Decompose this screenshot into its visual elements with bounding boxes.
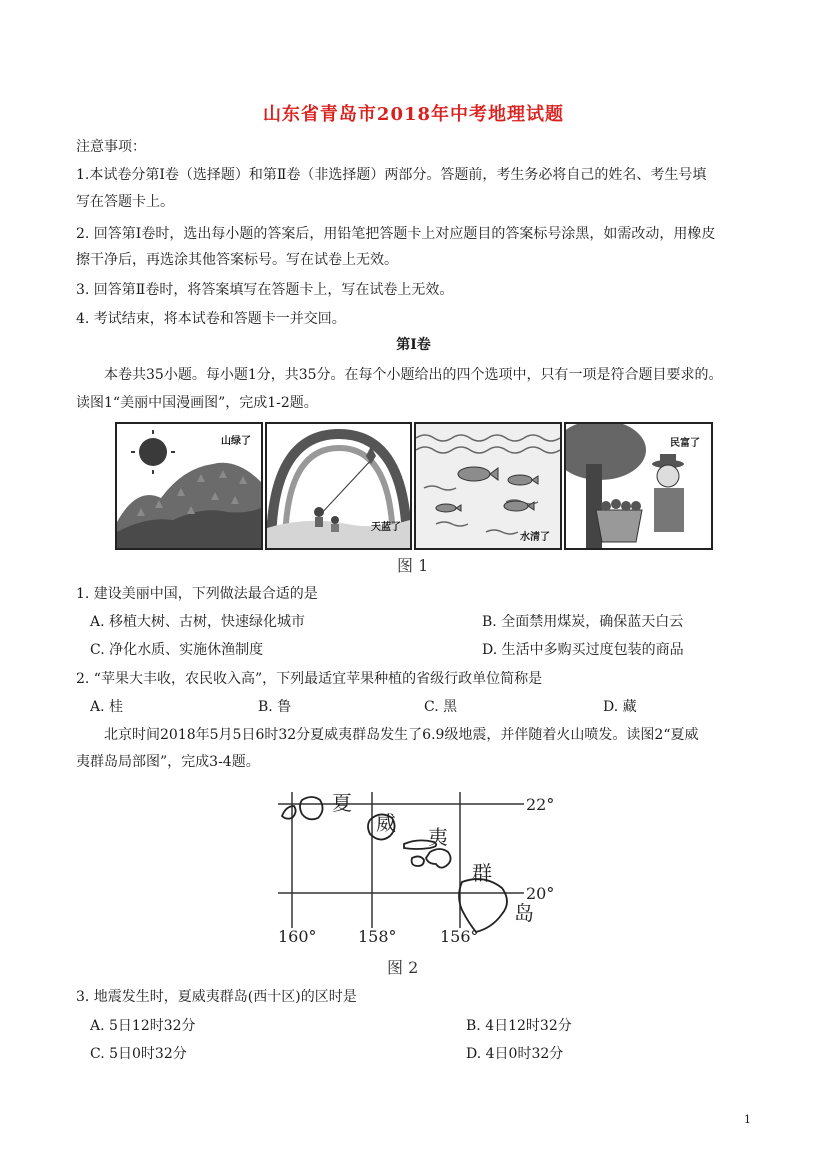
q1-option-c: C. 净化水质、实施休渔制度 (90, 642, 264, 658)
fish-icon (458, 467, 490, 481)
q3-option-c: C. 5日0时32分 (90, 1046, 187, 1062)
map-char: 夏 (332, 791, 352, 815)
fig1-intro: 读图1“美丽中国漫画图”，完成1-2题。 (76, 395, 318, 411)
q3-option-b: B. 4日12时32分 (466, 1018, 572, 1034)
figure-2-caption: 图 2 (387, 958, 419, 977)
lon-label: 156° (440, 927, 479, 946)
lon-label: 158° (358, 927, 397, 946)
child-figure (314, 507, 324, 517)
q1-option-d: D. 生活中多购买过度包装的商品 (482, 642, 684, 658)
notice-line: 写在答题卡上。 (76, 194, 174, 210)
map-char: 夷 (428, 825, 448, 849)
lon-label: 160° (278, 927, 317, 946)
map-char: 威 (376, 811, 396, 835)
q1-option-b: B. 全面禁用煤炭，确保蓝天白云 (482, 614, 684, 630)
island-kauai (300, 797, 323, 819)
sun-icon (139, 438, 167, 466)
panel-label: 天蓝了 (371, 522, 401, 533)
comic-panel-water (414, 422, 562, 550)
page-number: 1 (744, 1113, 751, 1126)
comic-panel-mountains (115, 422, 263, 550)
panel-label: 水清了 (520, 532, 550, 543)
map-char: 岛 (514, 901, 534, 925)
q3-option-d: D. 4日0时32分 (466, 1046, 564, 1062)
panel-label: 民富了 (670, 438, 700, 449)
q2-option-b: B. 鲁 (258, 699, 292, 715)
q3-option-a: A. 5日12时32分 (90, 1018, 196, 1034)
notice-line: 4. 考试结束，将本试卷和答题卡一并交回。 (76, 311, 346, 327)
notice-line: 擦干净后，再选涂其他答案标号。写在试卷上无效。 (76, 252, 398, 268)
island-lanai (412, 856, 424, 866)
tree-trunk (586, 464, 602, 548)
question-1-stem: 1. 建设美丽中国，下列做法最合适的是 (76, 586, 318, 602)
fig2-intro-line: 夷群岛局部图”，完成3-4题。 (76, 754, 260, 770)
notice-line: 3. 回答第Ⅱ卷时，将答案填写在答题卡上，写在试卷上无效。 (76, 282, 454, 298)
lat-label: 22° (526, 795, 555, 814)
map-char: 群 (472, 861, 492, 885)
island-niihau (282, 806, 296, 819)
figure-1-caption: 图 1 (397, 556, 429, 575)
tree-crown (566, 424, 646, 480)
q1-option-a: A. 移植大树、古树，快速绿化城市 (90, 614, 306, 630)
island-maui (426, 849, 451, 868)
q2-option-c: C. 黑 (424, 699, 458, 715)
page-title: 山东省青岛市2018年中考地理试题 (262, 104, 565, 125)
section-intro: 本卷共35小题。每小题1分，共35分。在每个小题给出的四个选项中，只有一项是符合题目要求的。 (104, 367, 723, 383)
comic-panel-sky (265, 422, 412, 550)
figure-1 (115, 422, 713, 550)
question-3-stem: 3. 地震发生时，夏威夷群岛(西十区)的区时是 (76, 989, 357, 1005)
fig2-intro-line: 北京时间2018年5月5日6时32分夏威夷群岛发生了6.9级地震，并伴随着火山喷发。读图2“夏威 (104, 727, 699, 743)
question-2-stem: 2. “苹果大丰收，农民收入高”，下列最适宜苹果种植的省级行政单位简称是 (76, 671, 543, 687)
fish-icon (436, 504, 456, 512)
notice-line: 1.本试卷分第Ⅰ卷（选择题）和第Ⅱ卷（非选择题）两部分。答题前，考生务必将自己的姓名、考生号填 (76, 167, 707, 183)
lat-label: 20° (526, 884, 555, 903)
notice-line: 2. 回答第Ⅰ卷时，选出每小题的答案后，用铅笔把答题卡上对应题目的答案标号涂黑，如需改动，用橡皮 (76, 226, 716, 242)
island-hawaii (459, 879, 507, 932)
notice-heading: 注意事项： (76, 139, 146, 155)
fish-icon (508, 475, 532, 485)
panel-label: 山绿了 (221, 436, 251, 447)
fish-icon (504, 501, 528, 511)
figure-2-map (270, 786, 570, 948)
q2-option-a: A. 桂 (90, 699, 124, 715)
section-heading: 第Ⅰ卷 (396, 337, 431, 353)
q2-option-d: D. 藏 (603, 699, 637, 715)
farmer-figure (657, 465, 679, 487)
apple-basket (596, 510, 642, 542)
comic-panel-people (564, 422, 713, 550)
